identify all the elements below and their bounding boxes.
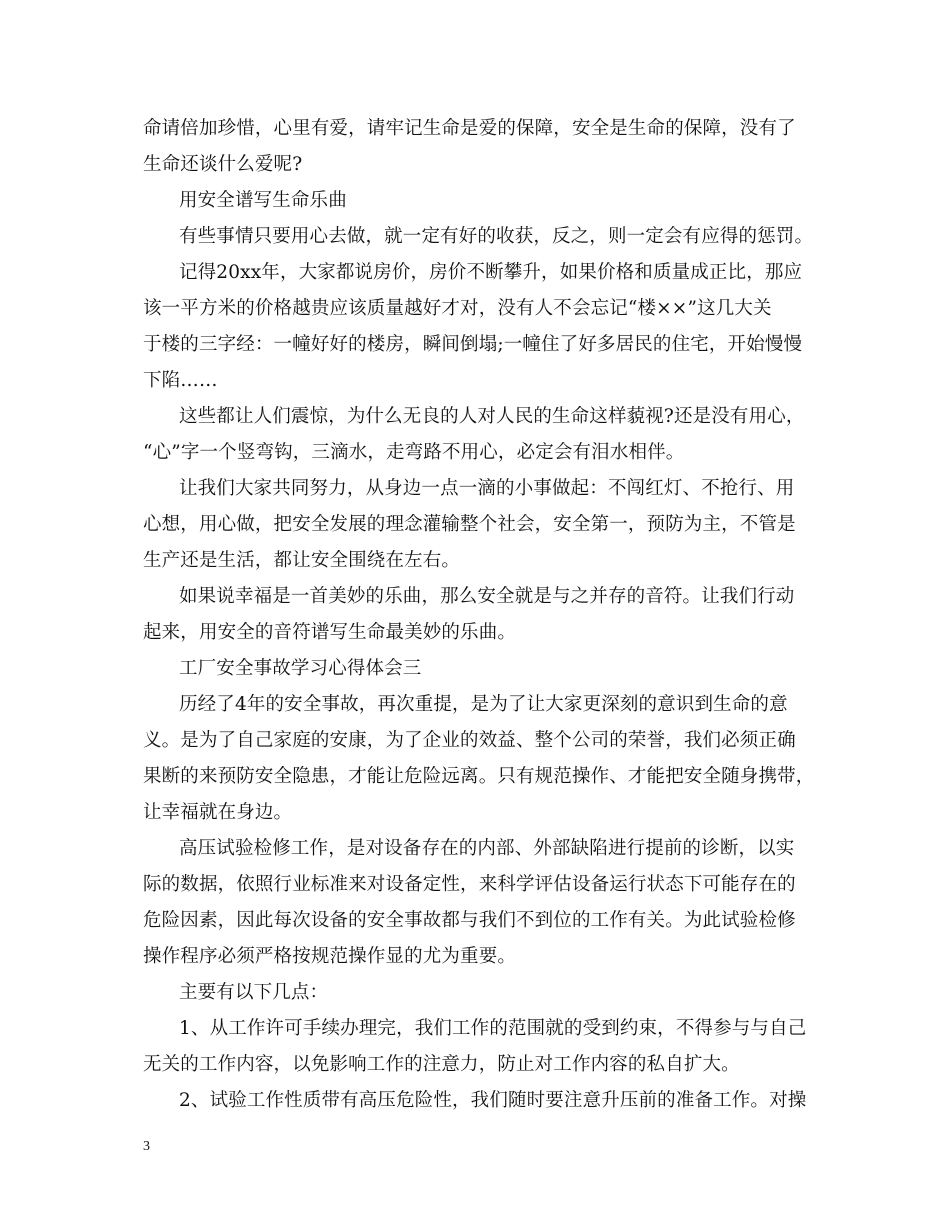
text-line: 命请倍加珍惜，心里有爱，请牢记生命是爱的保障，安全是生命的保障，没有了 [143,118,796,139]
text-line: 生命还谈什么爱呢? [143,154,303,175]
text-line: 心想，用心做，把安全发展的理念灌输整个社会，安全第一，预防为主，不管是 [143,514,796,535]
text-line: 有些事情只要用心去做，就一定有好的收获，反之，则一定会有应得的惩罚。 [179,226,814,247]
text-line: 生产还是生活，都让安全围绕在左右。 [143,550,461,571]
text-line: 1、从工作许可手续办理完，我们工作的范围就的受到约束，不得参与与自己 [179,1018,807,1039]
text-line: 该一平方米的价格越贵应该质量越好才对，没有人不会忘记“楼××”这几大关 [143,298,772,319]
text-line: 操作程序必须严格按规范操作显的尤为重要。 [143,946,517,967]
section-heading: 用安全谱写生命乐曲 [179,190,347,211]
text-line: 下陷…… [143,370,218,391]
text-line: 这些都让人们震惊，为什么无良的人对人民的生命这样藐视?还是没有用心， [179,406,805,427]
text-line: 果断的来预防安全隐患，才能让危险远离。只有规范操作、才能把安全随身携带， [143,766,815,787]
text-line: 历经了4年的安全事故，再次重提，是为了让大家更深刻的意识到生命的意 [179,694,788,715]
text-line: 义。是为了自己家庭的安康，为了企业的效益、整个公司的荣誉，我们必须正确 [143,730,796,751]
text-line: 让幸福就在身边。 [143,802,293,823]
text-line: 危险因素，因此每次设备的安全事故都与我们不到位的工作有关。为此试验检修 [143,910,796,931]
text-line: 无关的工作内容，以免影响工作的注意力，防止对工作内容的私自扩大。 [143,1054,740,1075]
page-number: 3 [143,1139,150,1154]
text-line: 主要有以下几点： [179,982,329,1003]
text-line: 高压试验检修工作，是对设备存在的内部、外部缺陷进行提前的诊断，以实 [179,838,795,859]
text-line: 起来，用安全的音符谱写生命最美妙的乐曲。 [143,622,517,643]
text-line: 如果说幸福是一首美妙的乐曲，那么安全就是与之并存的音符。让我们行动 [179,586,795,607]
text-line: 际的数据，依照行业标准来对设备定性，来科学评估设备运行状态下可能存在的 [143,874,796,895]
text-line: 于楼的三字经：一幢好好的楼房，瞬间倒塌;一幢住了好多居民的住宅，开始慢慢 [143,334,803,355]
text-line: 记得20xx年，大家都说房价，房价不断攀升，如果价格和质量成正比，那应 [179,262,803,283]
text-line: “心”字一个竖弯钩，三滴水，走弯路不用心，必定会有泪水相伴。 [143,442,685,463]
text-line: 2、试验工作性质带有高压危险性，我们随时要注意升压前的准备工作。对操 [179,1090,807,1111]
section-heading: 工厂安全事故学习心得体会三 [179,658,422,679]
text-line: 让我们大家共同努力，从身边一点一滴的小事做起：不闯红灯、不抢行、用 [179,478,795,499]
